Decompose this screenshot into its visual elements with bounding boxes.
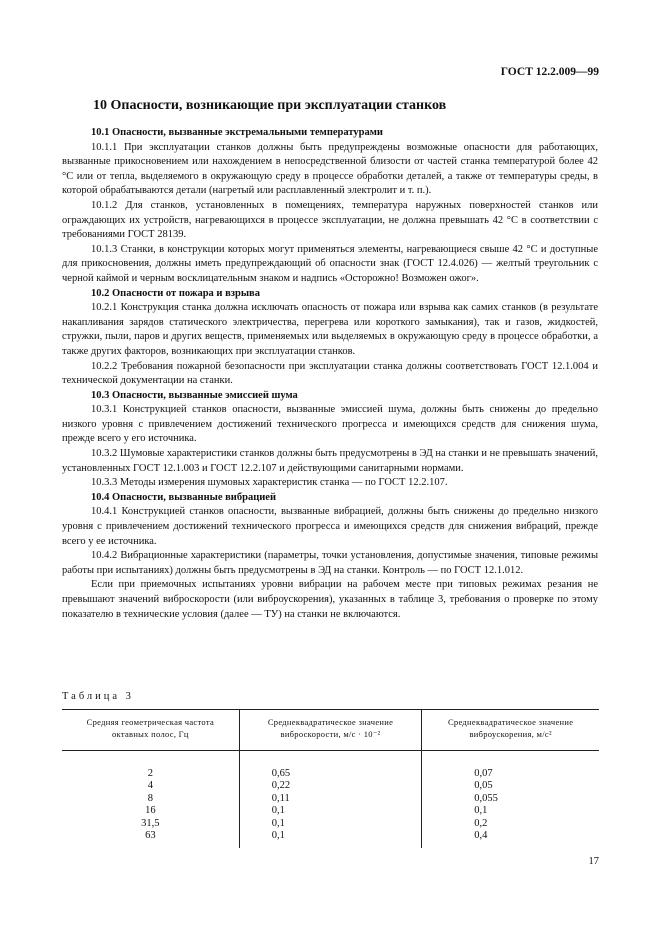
paragraph: 10.1.3 Станки, в конструкции которых могут применяться элементы, нагревающиеся свыше 42 °С и доступные для прикосновения, должны иметь предупреждающий об опасности знак (ГОСТ 12.4.026) — желтый треугольник с черной каймой и черным восклицательным знаком и надпись «Осторожно! Возможен ожог». — [62, 243, 598, 284]
table-row — [62, 768, 599, 780]
paragraph: Если при приемочных испытаниях уровни вибрации на рабочем месте при типовых режимах резания не превышают значений виброскорости (или виброускорения), указанных в таблице 3, требования о проверке по этому показателю в технические условия (далее — ТУ) на станки не включаются. — [62, 579, 598, 620]
cell-frequency: 16 — [62, 805, 239, 817]
cell-velocity: 0,1 — [239, 818, 422, 830]
column-header-frequency: Средняя геометрическая частота октавных полос, Гц — [62, 710, 239, 751]
cell-acceleration: 0,05 — [422, 780, 599, 792]
paragraph: 10.4.2 Вибрационные характеристики (параметры, точки установления, допустимые значения, типовые режимы работы при испытаниях) должны быть предусмотрены в ЭД на станки. Контроль — по ГОСТ 12.1.012. — [62, 550, 598, 576]
body-text — [62, 126, 598, 622]
cell-frequency: 2 — [62, 768, 239, 780]
table-body — [62, 751, 599, 849]
paragraph: 10.2.1 Конструкция станка должна исключать опасность от пожара или взрыва как самих станков (в результате накапливания зарядов статического электричества, перегрева или короткого замыкания), так и газов, жидкостей, стружки, пыли, паров и других веществ, применяемых или выделяемых в окружающую среду в процессе обработки, а также других факторов, возникающих при эксплуатации станков. — [62, 302, 598, 357]
paragraph: 10.1.1 При эксплуатации станков должны быть предупреждены возможные опасности для работающих, вызванные прикосновением или нахождением в непосредственной близости от частей станка температурой более 42 °С или от тепла, выделяемого в окружающую среду в процессе обработки деталей, а также от температуры среды, в которой обрабатываются детали (нагретый или расплавленный электролит и т. п.). — [62, 141, 598, 197]
cell-frequency: 4 — [62, 780, 239, 792]
subsection-heading: 10.2 Опасности от пожара и взрыва — [91, 287, 260, 299]
paragraph: 10.4.1 Конструкцией станков опасности, вызванные вибрацией, должны быть снижены до предельно низкого уровня с привлечением достижений технического прогресса и имеющихся средств для снижения вибраций, прежде всего у ее источника. — [62, 506, 598, 547]
cell-velocity: 0,11 — [239, 793, 422, 805]
cell-frequency: 8 — [62, 793, 239, 805]
table-row — [62, 780, 599, 792]
standard-code-header: ГОСТ 12.2.009—99 — [500, 66, 599, 78]
paragraph: 10.1.2 Для станков, установленных в помещениях, температура наружных поверхностей станков или ограждающих их устройств, нагревающихся в процессе эксплуатации, не должна превышать 42 °С в соответствии с требованиями ГОСТ 28139. — [62, 199, 598, 241]
table-header-row — [62, 710, 599, 751]
cell-acceleration: 0,1 — [422, 805, 599, 817]
cell-acceleration: 0,2 — [422, 818, 599, 830]
subsection-heading: 10.1 Опасности, вызванные экстремальными температурами — [91, 127, 383, 138]
paragraph: 10.3.1 Конструкцией станков опасности, вызванные эмиссией шума, должны быть снижены до предельно низкого уровня с привлечением достижений технического прогресса и имеющихся средств для снижения шума, прежде всего у его источника. — [62, 404, 598, 445]
cell-acceleration: 0,4 — [422, 830, 599, 842]
paragraph: 10.2.2 Требования пожарной безопасности при эксплуатации станка должны соответствовать ГОСТ 12.1.004 и технической документации на станки. — [62, 360, 598, 387]
page-number: 17 — [588, 856, 599, 867]
cell-velocity: 0,65 — [239, 768, 422, 780]
table-row — [62, 830, 599, 842]
cell-frequency: 63 — [62, 830, 239, 842]
vibration-table — [62, 709, 599, 848]
column-header-acceleration: Среднеквадратическое значение виброускорения, м/с² — [422, 710, 599, 751]
table-row — [62, 793, 599, 805]
cell-frequency: 31,5 — [62, 818, 239, 830]
table-row — [62, 805, 599, 817]
paragraph: 10.3.2 Шумовые характеристики станков должны быть предусмотрены в ЭД на станки и не превышать значений, установленных ГОСТ 12.1.003 и ГОСТ 12.2.107 и действующими санитарными нормами. — [62, 448, 598, 474]
cell-velocity: 0,1 — [239, 830, 422, 842]
paragraph: 10.3.3 Методы измерения шумовых характеристик станка — по ГОСТ 12.2.107. — [91, 477, 448, 489]
cell-velocity: 0,22 — [239, 780, 422, 792]
table-label: Таблица 3 — [62, 691, 134, 702]
cell-velocity: 0,1 — [239, 805, 422, 817]
cell-acceleration: 0,07 — [422, 768, 599, 780]
table-row — [62, 818, 599, 830]
column-header-velocity: Среднеквадратическое значение виброскорости, м/с · 10⁻² — [239, 710, 422, 751]
subsection-heading: 10.4 Опасности, вызванные вибрацией — [91, 491, 277, 503]
cell-acceleration: 0,055 — [422, 793, 599, 805]
subsection-heading: 10.3 Опасности, вызванные эмиссией шума — [91, 389, 298, 401]
section-title: 10 Опасности, возникающие при эксплуатации станков — [93, 98, 447, 113]
